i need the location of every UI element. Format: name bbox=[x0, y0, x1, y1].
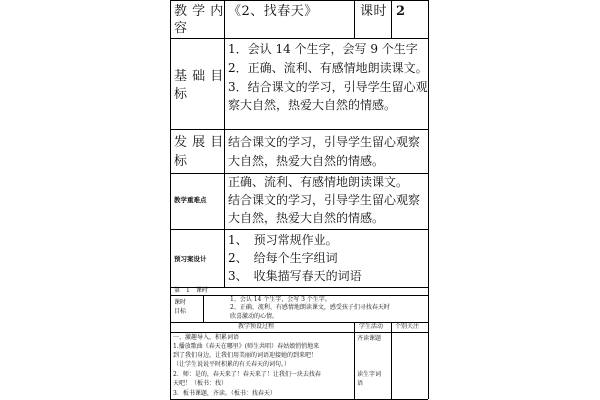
hours-value: 2 bbox=[396, 4, 406, 19]
content-label-cont: 容 bbox=[174, 21, 188, 36]
period-goal-line: 欣喜激动的心情。 bbox=[230, 313, 279, 320]
period-label: 第 1 课时 bbox=[174, 287, 208, 294]
development-goal-label-cont: 标 bbox=[174, 154, 188, 169]
prep-label: 预习案设计 bbox=[174, 255, 207, 263]
period-goal-label-cont: 目标 bbox=[174, 308, 187, 315]
top-table-left-border bbox=[170, 0, 171, 287]
basic-goal-line: 2．正确、流利、有感情地朗读课文。 bbox=[228, 61, 428, 75]
prep-item: 1、 预习常规作业。 bbox=[228, 233, 338, 247]
bottom-table-header-divider bbox=[170, 332, 428, 333]
row-divider-basic bbox=[170, 129, 428, 130]
top-table-label-divider bbox=[224, 0, 225, 287]
development-goal-label: 发 展 目 bbox=[174, 135, 224, 150]
bottom-table-focus-divider bbox=[391, 322, 392, 399]
row-divider-development bbox=[170, 173, 428, 174]
col-header-focus: 个别关注 bbox=[395, 323, 420, 330]
row-divider-keypoints bbox=[170, 229, 428, 230]
top-table-hours-value-divider bbox=[391, 0, 392, 38]
bottom-table-student-divider bbox=[354, 322, 355, 399]
process-line: 一、激趣导入，积累词语 bbox=[173, 334, 240, 341]
period-goal-line: 1、会认 14 个生字，会写 3 个生字。 bbox=[230, 296, 331, 303]
row-divider-header bbox=[170, 38, 428, 39]
process-line: 3．板书课题，齐读。（板书：找春天） bbox=[173, 390, 276, 397]
col-header-student: 学生活动 bbox=[359, 323, 384, 330]
basic-goal-label: 基 础 目 bbox=[174, 69, 224, 84]
period-goal-label: 课时 bbox=[174, 299, 187, 306]
bottom-table-left-border bbox=[170, 287, 171, 399]
prep-item: 2、 给每个生字组词 bbox=[228, 251, 338, 265]
process-line: 天吧！（板书：找） bbox=[173, 380, 228, 387]
student-activity: 语 bbox=[357, 380, 364, 387]
period-goal-line: 2、正确、流利、有感情地朗读课文，感受孩子们寻找春天时 bbox=[230, 304, 390, 311]
process-line: 到了我们身边，让我们用美丽的词语迎接她的到来吧！ bbox=[173, 352, 318, 359]
basic-goal-label-cont: 标 bbox=[174, 87, 188, 102]
student-activity: 读生字词 bbox=[357, 371, 382, 378]
process-line: 2．师：是的，春天来了！春天来了！让我们一块去找春 bbox=[173, 371, 321, 378]
process-line: （让学生说说平时积累的有关春天的词句。） bbox=[173, 361, 291, 368]
key-points-label: 教学重难点 bbox=[174, 196, 207, 204]
development-goal-line: 结合课文的学习，引导学生留心观察 bbox=[228, 135, 421, 149]
prep-item: 3、 收集描写春天的词语 bbox=[228, 269, 362, 283]
development-goal-line: 大自然，热爱大自然的情感。 bbox=[228, 154, 385, 168]
key-points-line: 大自然，热爱大自然的情感。 bbox=[228, 211, 385, 225]
basic-goal-line: 3．结合课文的学习，引导学生留心观 bbox=[228, 80, 428, 94]
bottom-table-right-border bbox=[428, 287, 429, 399]
basic-goal-line: 1．会认 14 个生字，会写 9 个生字 bbox=[228, 42, 418, 56]
top-table-bottom-border bbox=[170, 287, 428, 288]
top-table-top-border bbox=[170, 0, 428, 1]
top-table-right-border bbox=[428, 0, 429, 287]
student-activity: 齐读课题 bbox=[357, 335, 382, 342]
basic-goal-line: 察大自然，热爱大自然的情感。 bbox=[228, 98, 397, 112]
content-label: 教 学 内 bbox=[174, 4, 224, 19]
bottom-table-goal-label-divider bbox=[203, 295, 204, 322]
top-table-hours-divider bbox=[354, 0, 355, 38]
hours-label: 课时 bbox=[360, 4, 388, 19]
key-points-line: 结合课文的学习，引导学生留心观察 bbox=[228, 193, 421, 207]
col-header-process: 教学预设过程 bbox=[238, 323, 275, 330]
lesson-title: 《2、找春天》 bbox=[228, 4, 318, 19]
key-points-line: 正确、流利、有感情地朗读课文。 bbox=[228, 175, 409, 189]
bottom-table-goal-divider bbox=[170, 322, 428, 323]
process-line: 1.播放歌曲《春天在哪里》(师生共唱）春姑娘悄悄地来 bbox=[173, 343, 320, 350]
